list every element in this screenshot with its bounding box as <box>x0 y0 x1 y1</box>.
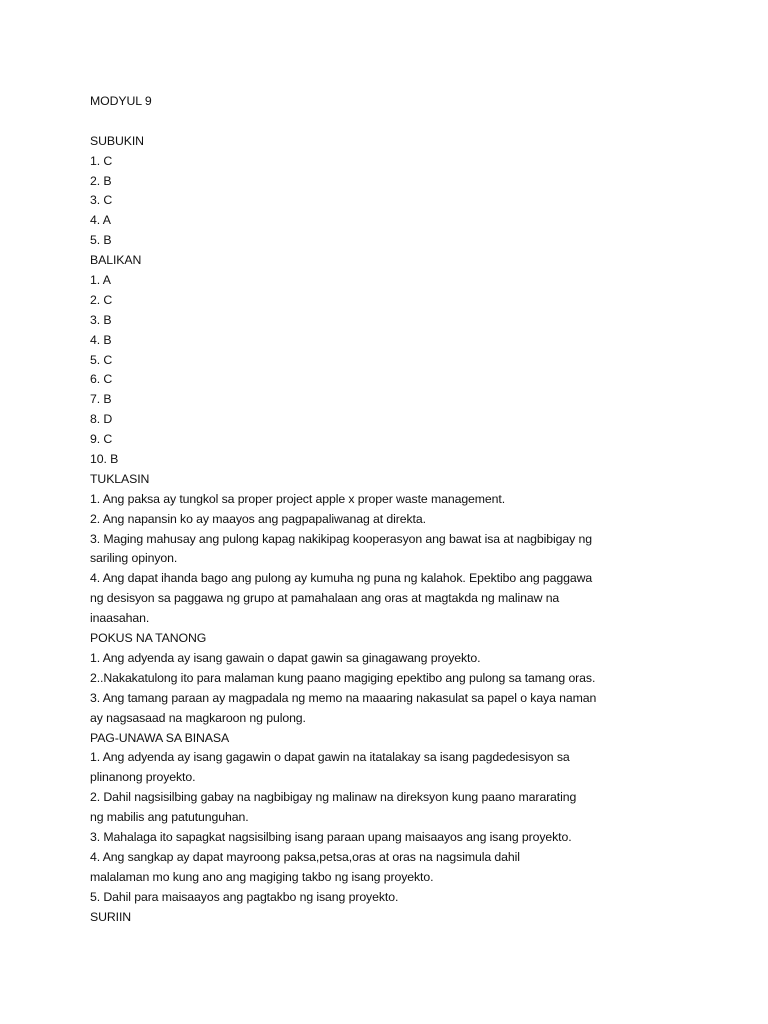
text-line: ng mabilis ang patutunguhan. <box>90 810 249 825</box>
answer-line: 6. C <box>90 372 113 387</box>
section-heading-subukin: SUBUKIN <box>90 133 144 148</box>
text-line: inaasahan. <box>90 611 150 626</box>
text-line: 2. Ang napansin ko ay maayos ang pagpapaliwanag at direkta. <box>90 511 426 526</box>
document-title: MODYUL 9 <box>90 94 152 108</box>
section-heading-pokus: POKUS NA TANONG <box>90 631 207 646</box>
answer-line: 10. B <box>90 452 119 467</box>
answer-line: 3. C <box>90 193 113 208</box>
text-line: ng desisyon sa paggawa ng grupo at pamahalaan ang oras at magtakda ng malinaw na <box>90 591 560 606</box>
document-page <box>90 92 730 927</box>
answer-line: 2. B <box>90 173 112 188</box>
section-heading-tuklasin: TUKLASIN <box>90 471 150 486</box>
answer-line: 3. B <box>90 312 112 327</box>
answer-line: 8. D <box>90 412 113 427</box>
text-line: 1. Ang paksa ay tungkol sa proper project apple x proper waste management. <box>90 491 506 506</box>
text-line: 4. Ang sangkap ay dapat mayroong paksa,petsa,oras at oras na nagsimula dahil <box>90 849 520 864</box>
answer-line: 1. A <box>90 273 111 288</box>
section-heading-suriin: SURIIN <box>90 909 132 924</box>
text-line: 3. Ang tamang paraan ay magpadala ng memo na maaaring nakasulat sa papel o kaya naman <box>90 690 597 705</box>
spacer <box>90 112 730 132</box>
text-line: 4. Ang dapat ihanda bago ang pulong ay kumuha ng puna ng kalahok. Epektibo ang paggawa <box>90 571 593 586</box>
text-line: malalaman mo kung ano ang magiging takbo ng isang proyekto. <box>90 869 434 884</box>
answer-line: 2. C <box>90 292 113 307</box>
text-line: 2..Nakakatulong ito para malaman kung paano magiging epektibo ang pulong sa tamang oras. <box>90 670 596 685</box>
answer-line: 7. B <box>90 392 112 407</box>
section-heading-pagunawa: PAG-UNAWA SA BINASA <box>90 730 230 745</box>
text-line: 1. Ang adyenda ay isang gagawin o dapat gawin na itatalakay sa isang pagdedesisyon sa <box>90 750 570 765</box>
text-line: 3. Mahalaga ito sapagkat nagsisilbing isang paraan upang maisaayos ang isang proyekto. <box>90 829 572 844</box>
answer-line: 9. C <box>90 432 113 447</box>
text-line: 1. Ang adyenda ay isang gawain o dapat gawin sa ginagawang proyekto. <box>90 650 481 665</box>
answer-line: 5. B <box>90 233 112 248</box>
answer-line: 5. C <box>90 352 113 367</box>
text-line: sariling opinyon. <box>90 551 178 566</box>
text-line: ay nagsasaad na magkaroon ng pulong. <box>90 710 306 725</box>
text-line: 5. Dahil para maisaayos ang pagtakbo ng isang proyekto. <box>90 889 399 904</box>
section-heading-balikan: BALIKAN <box>90 253 142 268</box>
answer-line: 4. B <box>90 332 112 347</box>
text-line: 3. Maging mahusay ang pulong kapag nakikipag kooperasyon ang bawat isa at nagbibigay ng <box>90 531 592 546</box>
answer-line: 1. C <box>90 153 113 168</box>
text-line: 2. Dahil nagsisilbing gabay na nagbibigay ng malinaw na direksyon kung paano mararating <box>90 790 577 805</box>
answer-line: 4. A <box>90 213 111 228</box>
text-line: plinanong proyekto. <box>90 770 196 785</box>
